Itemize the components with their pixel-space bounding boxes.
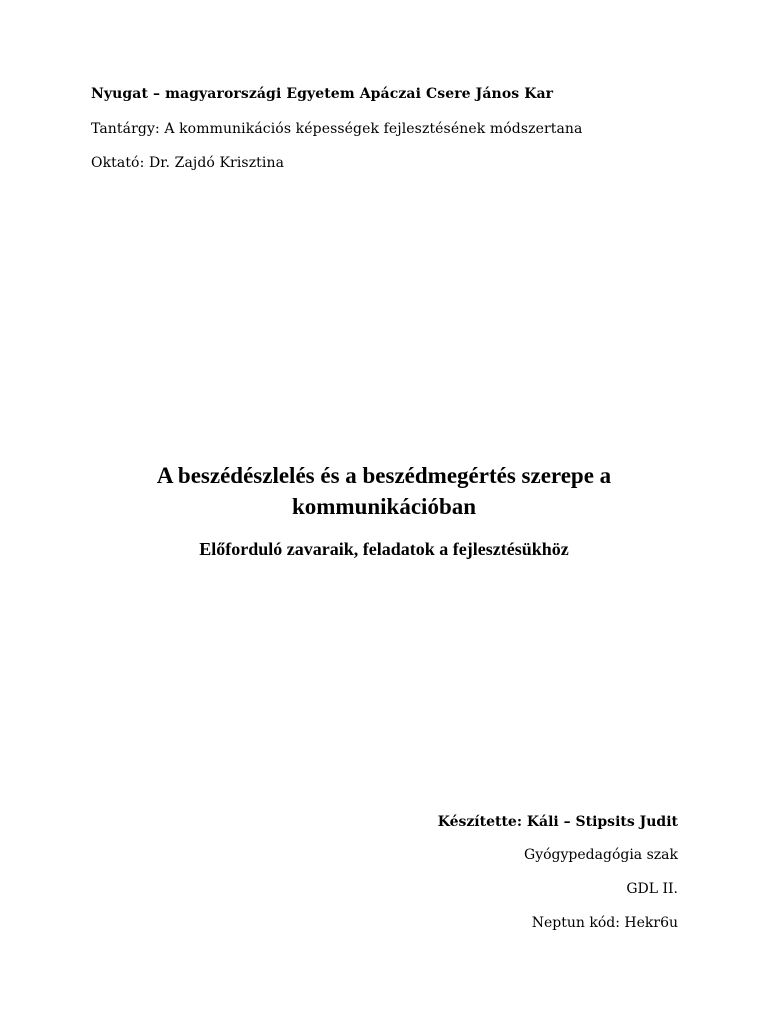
university-line: Nyugat – magyarországi Egyetem Apáczai Csere János Kar (91, 86, 554, 102)
instructor-line: Oktató: Dr. Zajdó Krisztina (91, 155, 285, 171)
neptun-code-line: Neptun kód: Hekr6u (531, 915, 678, 931)
author-line: Készítette: Káli – Stipsits Judit (437, 814, 678, 830)
title-line-1: A beszédészlelés és a beszédmegértés szerepe a (156, 463, 612, 488)
subject-line: Tantárgy: A kommunikációs képességek fejlesztésének módszertana (91, 121, 583, 137)
title-line-2: kommunikációban (291, 494, 477, 519)
major-line: Gyógypedagógia szak (524, 847, 678, 863)
group-line: GDL II. (626, 881, 678, 897)
document-title (0, 460, 768, 522)
document-subtitle: Előforduló zavaraik, feladatok a fejlesztésükhöz (199, 539, 569, 559)
